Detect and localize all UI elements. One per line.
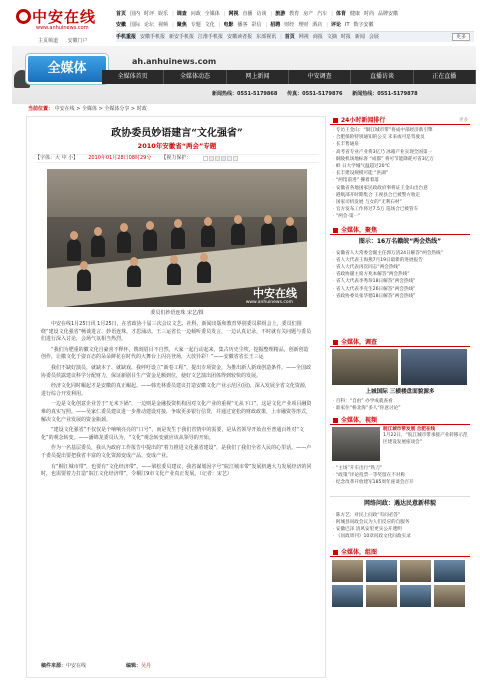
site-logo[interactable] — [16, 8, 116, 34]
section-square-icon — [333, 418, 338, 423]
list-item[interactable]: · 纪念改革开放建军185周年座谈会召开 — [333, 479, 468, 486]
nav-link[interactable]: 酒店 — [312, 22, 323, 29]
nav-link[interactable]: 新安手机报 — [169, 33, 195, 40]
nav-link[interactable]: 房产 — [303, 11, 314, 18]
section-square-icon — [333, 550, 338, 555]
list-item[interactable]: · 安徽巴泽 清风安里更实公开透明 — [333, 526, 468, 533]
gallery-thumbnail[interactable] — [400, 560, 431, 582]
focus-header — [330, 226, 470, 235]
list-item[interactable]: · 合肥保险特别通知的公交 未来或可是驾驶员 — [333, 134, 468, 141]
list-item[interactable]: · 专访王金山：“铜江城市带”将成中部经济新引擎 — [333, 127, 468, 134]
top-link[interactable]: 安徽门户 — [67, 38, 88, 44]
list-item[interactable]: · 省政协委员张华德18日解答“两会热线” — [333, 293, 468, 300]
gallery-title: 全媒体，组图 — [341, 549, 378, 556]
nav-row: 首页 国内 时评 娱乐 | 调查 问政 全媒体 | 网视 直播 访谈 | 旅游 教育 房产 汽车 | 体育 健康 时尚 品牌安徽 — [116, 11, 399, 18]
nav-link[interactable]: 东部视讯 — [256, 33, 277, 40]
list-item[interactable]: · 蚌 日大学城气温超过20℃ — [333, 163, 468, 170]
nav-link[interactable]: 访谈 — [256, 11, 267, 18]
nav-link[interactable]: 招聘 — [270, 22, 281, 29]
gallery-grid — [330, 557, 470, 610]
channel-banner — [12, 46, 476, 104]
nav-link[interactable]: 国内 — [130, 11, 141, 18]
article-paragraph: “我们为肥重的徽文化自豪喜不释怀，镌刻眉目不自然，大家一起行动起来，集古历史尘埃，挖掘整理精品，创新创造创作，让徽文化千姿百态的朵朵鲜花在时代的大舞台上闪亮登场，大放异彩！”——安徽省省长王三运 — [41, 346, 309, 361]
list-item[interactable]: · 国家司机发展 与女的“无利石材” — [333, 199, 468, 206]
list-item[interactable]: · 省人大代表王海燕7月19日最新的进展报告 — [333, 257, 468, 264]
nav-link[interactable]: 调查 — [176, 11, 187, 18]
nav-link[interactable]: 问政 — [190, 11, 201, 18]
video-header — [330, 416, 470, 425]
photo-wall — [47, 169, 307, 217]
survey-title: 全媒体，调查 — [341, 339, 378, 346]
list-item[interactable]: · “政策”评论投票一等奖留在不对称 — [333, 472, 468, 479]
logo-url: www.anhuinews.com — [36, 25, 89, 31]
net-politics-block — [330, 496, 470, 540]
nav-link[interactable]: 体育 — [335, 11, 346, 18]
gallery-thumbnail[interactable] — [434, 560, 465, 582]
article-paragraph: 有“桐江城市带”，也要有“文化经济带”。——梁松委员建议，我省谋划因字号“皖江城市带”发展机遇大力发展经济的同时，也需要着力打造“皖江文化经济带”，令桐江9市文化产业真正发展。（记者：宋艺） — [41, 463, 312, 478]
video-list — [330, 463, 470, 487]
news-ranking-title: 24小时新闻排行 — [341, 117, 386, 124]
nav-link[interactable]: 汽车 — [317, 11, 328, 18]
list-item[interactable]: · 谁家住“桥北海”多人“你意讨论” — [333, 405, 468, 412]
survey-block — [330, 338, 470, 412]
focus-title: 全媒体，聚焦 — [341, 227, 378, 234]
editor-line — [126, 663, 151, 669]
person-figure — [171, 227, 185, 249]
nav-link[interactable]: 品牌安徽 — [378, 11, 399, 18]
person-figure — [117, 231, 131, 253]
gallery-thumbnail[interactable] — [366, 560, 397, 582]
video-title: 全媒体，视频 — [341, 417, 378, 424]
list-item[interactable]: · 省人大代表再次同志“两会热线” — [333, 264, 468, 271]
channel-badge-text: 全媒体 — [47, 61, 87, 76]
list-item[interactable]: · 官方发布工作将过7.5万 巡场合已被管车 — [333, 206, 468, 213]
breadcrumb — [28, 106, 147, 112]
nav-link[interactable]: 健康 — [349, 11, 360, 18]
editor-name: 吴丹 — [141, 663, 152, 669]
more-link[interactable]: 更多 — [459, 118, 468, 123]
photo-caption: 委员们妙语连珠 宋艺/摄 — [150, 310, 204, 316]
nav-link[interactable]: 商报 — [312, 33, 323, 40]
font-size-selector[interactable]: 【字体：大 中 小】 — [35, 155, 79, 162]
article-paragraph: 我们不缺好演员，就缺本子、就缺戏。我呼吁设立“新卷工程”，提出专项资金，为推出新人新戏创造条件。——全国政协委员侯露建议科学分配财力，保证新剧目生产资金足额到位，使好文艺演出团体得到较快的发展。 — [41, 364, 312, 379]
channel-menu — [102, 70, 476, 84]
channel-url: ah.anhuinews.com — [132, 57, 217, 66]
nav-link[interactable]: 财经 — [284, 22, 295, 29]
nav-link[interactable]: 安徽手机报 — [140, 33, 166, 40]
channel-badge[interactable] — [26, 54, 108, 84]
section-square-icon — [333, 340, 338, 345]
nav-link[interactable]: 安徽读者报 — [227, 33, 253, 40]
top-links — [38, 38, 96, 44]
focus-block — [330, 226, 470, 300]
nav-link[interactable]: 专题 — [190, 22, 201, 29]
logo-mark-icon — [16, 9, 31, 24]
channel-menu-item[interactable]: 直播访谈 — [351, 70, 413, 84]
article-paragraph: 一边是文化创意企业苦于“无米下锅”，一边则是金融投资机构因对文化产业的重视“无从下口”，这是文化产业项目融资难的真实写照。——吴家仁委员建议进一步推动建设对接，争取更多银行信贷，并通过宽松的财政政策，上市融资等形式，解决文化产业发展的资金瓶颈。 — [41, 401, 312, 423]
nav-link[interactable]: 会展 — [368, 33, 379, 40]
eye-protect-label: 【视力保护： — [161, 155, 192, 162]
focus-text — [330, 248, 470, 300]
nav-link[interactable]: 理财 — [298, 22, 309, 29]
nav-link[interactable]: 播客 — [237, 22, 248, 29]
nav-link[interactable]: 聚焦 — [176, 22, 187, 29]
list-item[interactable]: · 省人大代表李克生26日解答“两会热线” — [333, 286, 468, 293]
nav-link[interactable]: 网视 — [228, 11, 239, 18]
logo-text: 中安在线 — [32, 8, 97, 26]
nav-link[interactable]: 评论 — [330, 22, 341, 29]
article-paragraph: 经济文化同时崛起才是安徽的真正崛起。——韩光林委员建议打造安徽文化产业示范区(园)，深入发展全省文化资源，进行综合开发利用。 — [41, 383, 310, 397]
list-item[interactable]: · “两馆前进” 操着着落 — [333, 177, 468, 184]
channel-menu-item[interactable]: 全媒体首页 — [102, 70, 164, 84]
nav-link[interactable]: 视频 — [158, 22, 169, 29]
top-link[interactable]: 主页频道 — [38, 38, 59, 44]
focus-headline[interactable]: 图示：16万名赣皖“两会热线” — [358, 238, 442, 245]
nav-link[interactable]: 安徽 — [116, 22, 127, 29]
list-item[interactable]: · “主场”开车出行“铁刀” — [333, 465, 468, 472]
breadcrumb-path[interactable]: 中安在线 > 全媒体 > 全媒体分享 > 时政 — [54, 106, 147, 112]
person-figure — [201, 225, 215, 247]
list-item[interactable]: · 铜陵机场地标客 “成都” 将可节能降耗可省3亿万 — [333, 156, 468, 163]
nav-link[interactable]: 全媒体 — [204, 11, 220, 18]
survey-header — [330, 338, 470, 347]
nav-row: 安徽 国际 论坛 视频 | 聚焦 专题 文化 | 电影 播客 彩信 | 招聘 财经 理财 酒店 | 评论 IT 数字安徽 — [116, 22, 374, 29]
list-item[interactable]: · 省政协副主席方兆本解答“两会热线” — [333, 271, 468, 278]
article-paragraph: 中安在线1月25日讯 1月25日，在省政协十届三次会议文艺、社科、新闻出版和教育界别委员联组会上，委员们围绕“建设文化强省”畅谈进言、妙语连珠，才思涌动。王三运省长一边倾听委员发言，一边认真记录，不时就有关问题与委员们进行深入讨论，会场气氛相当热烈。 — [41, 321, 312, 343]
gallery-thumbnail[interactable] — [366, 585, 397, 607]
gallery-thumbnail[interactable] — [332, 560, 363, 582]
article-panel — [26, 116, 326, 678]
hotline-info — [212, 91, 426, 97]
person-figure — [167, 263, 181, 285]
nav-link[interactable]: 时报 — [340, 33, 351, 40]
nav-link[interactable]: 直播 — [242, 11, 253, 18]
channel-menu-item[interactable]: 网上新闻 — [227, 70, 289, 84]
nav-more-button[interactable]: 更多 — [452, 33, 470, 41]
survey-caption[interactable]: 上城国际 三横楼盘面貌源多 — [365, 389, 435, 395]
list-item[interactable]: · 安徽省各地国家民政政府事将证王金山出台意 — [333, 185, 468, 192]
nav-link[interactable]: 文化 — [204, 22, 215, 29]
list-item[interactable]: · 阿城县问政会议为人们反应的自服务 — [333, 519, 468, 526]
person-figure — [197, 261, 211, 283]
nav-link[interactable]: 手机重报 — [116, 33, 137, 40]
list-item[interactable]: · 省人大代表李秀珍18日解答“两会热线” — [333, 278, 468, 285]
person-figure — [261, 223, 275, 245]
nav-link[interactable]: 时评 — [144, 11, 155, 18]
nav-link[interactable]: 网视 — [298, 33, 309, 40]
hotline-text: 新闻热线：0551-5179878 — [352, 91, 418, 97]
source-label: 稿件来源： — [41, 663, 67, 669]
article-date: 2010年01月28日08时29分 — [88, 155, 152, 162]
nav-link[interactable]: 时尚 — [364, 11, 375, 18]
list-item[interactable]: · 长丰建设规模可能 “洪湖” — [333, 170, 468, 177]
article-title: 政协委员妙语建言“文化强省” — [111, 128, 243, 139]
news-ranking-block — [330, 116, 470, 221]
section-square-icon — [333, 118, 338, 123]
list-item[interactable]: · 陈方艺：对民上问政“有问必答” — [333, 512, 468, 519]
article-meta — [35, 154, 319, 163]
nav-link[interactable]: 国际 — [130, 22, 141, 29]
nav-link[interactable]: 文摘 — [326, 33, 337, 40]
person-figure — [231, 223, 245, 245]
person-figure — [143, 229, 157, 251]
video-feature-title[interactable]: 皖江城市带发展 合肥在线 — [383, 427, 436, 432]
article-body — [41, 321, 313, 482]
survey-list — [330, 396, 470, 412]
gallery-header — [330, 548, 470, 557]
article-paragraph: “建设文化强省”不仅仅是个响响亮亮的“口号”，而是发生于我们省情中的需要，是从省领导开始直至普通百姓对“文化”的观念转变。——潘锦龙委员认为，“文化”观念转变就应该从领导的开始。 — [41, 427, 304, 441]
photo-watermark: 中安在线 — [253, 287, 297, 301]
list-item[interactable]: · 安徽省人大常委会副主任郭万清24日解答“两会热线” — [333, 250, 468, 257]
gallery-thumbnail[interactable] — [434, 585, 465, 607]
swatch[interactable] — [227, 156, 232, 161]
channel-menu-item[interactable]: 中安调查 — [289, 70, 351, 84]
list-item[interactable]: · 长丰售通泉 — [333, 141, 468, 148]
list-item[interactable]: · 高考省专业产业将3亿乃 冰箱产业实现全国第一 — [333, 149, 468, 156]
section-square-icon — [333, 228, 338, 233]
list-item[interactable]: · “两会·第一” — [333, 213, 468, 220]
swatch[interactable] — [203, 156, 208, 161]
swatch[interactable] — [209, 156, 214, 161]
survey-thumbnail[interactable] — [332, 349, 398, 385]
nav-link[interactable]: 电影 — [223, 22, 234, 29]
nav-link[interactable]: 教育 — [289, 11, 300, 18]
hotline-text: 传真：0551-5179876 — [287, 91, 343, 97]
video-feature-text — [383, 427, 468, 461]
nav-link[interactable]: IT — [344, 22, 350, 29]
editor-label: 编辑： — [126, 663, 142, 669]
gallery-block — [330, 548, 470, 610]
background-color-picker — [203, 156, 238, 161]
list-item[interactable]: · 港航部开时期集合 王视县合已被警方收定 — [333, 192, 468, 199]
article-subtitle[interactable]: 2010年安徽省“两会”专题 — [137, 142, 217, 150]
news-ranking-header — [330, 116, 470, 125]
video-feature-desc: 1月22日，“皖江城市带承接产业转移示范区建设发展座谈会” — [383, 433, 468, 445]
nav-link[interactable]: 江淮手机报 — [198, 33, 224, 40]
list-item[interactable]: · 《问政周刊》10章问政文化问政实录 — [333, 533, 468, 540]
video-thumbnail[interactable] — [332, 427, 380, 461]
nav-link[interactable]: 首页 — [116, 11, 127, 18]
net-politics-list — [330, 510, 470, 541]
list-item[interactable]: · 百科：“自由” 办学成就查看 — [333, 398, 468, 405]
nav-link[interactable]: 娱乐 — [158, 11, 169, 18]
channel-menu-item[interactable]: 正在直播 — [414, 70, 476, 84]
person-figure — [91, 235, 105, 257]
source-line — [41, 663, 86, 669]
person-figure — [77, 269, 91, 291]
article-photo[interactable] — [47, 169, 307, 307]
article-paragraph: 作为一名基层委员，我认为政府工作报告中提出的“着力推进文化强省建设”，是我们了我们全省人民的心里话。——卢千委员提出要把我省丰富的文化资源变成产品、变成产业。 — [41, 445, 312, 459]
swatch[interactable] — [221, 156, 226, 161]
survey-thumbnail[interactable] — [401, 349, 467, 385]
news-ranking-list — [330, 125, 470, 221]
site-header — [0, 0, 480, 46]
swatch[interactable] — [215, 156, 220, 161]
nav-link[interactable]: 数字安徽 — [353, 22, 374, 29]
nav-link[interactable]: 首页 — [284, 33, 295, 40]
gallery-thumbnail[interactable] — [400, 585, 431, 607]
source-name[interactable]: 中安在线 — [66, 663, 87, 669]
nav-link[interactable]: 旅游 — [275, 11, 286, 18]
photo-watermark-url: www.anhuinews.com — [245, 300, 293, 306]
sidebar — [330, 116, 470, 678]
video-block — [330, 416, 470, 487]
person-figure — [127, 265, 141, 287]
breadcrumb-label: 当前位置： — [28, 106, 54, 112]
channel-menu-item[interactable]: 全媒体动态 — [164, 70, 226, 84]
hotline-text: 新闻热线：0551-5179868 — [212, 91, 278, 97]
person-figure — [67, 239, 81, 261]
survey-thumbs — [330, 347, 470, 387]
video-feature — [330, 425, 470, 463]
nav-link[interactable]: 彩信 — [251, 22, 262, 29]
net-politics-headline[interactable]: 网络问政：遇达民意新样貌 — [330, 496, 470, 510]
swatch[interactable] — [233, 156, 238, 161]
nav-row-secondary: 手机重报 安徽手机报 新安手机报 江淮手机报 安徽读者报 东部视讯 | 首页 网视 商报 文摘 时报 新闻 会展 更多 — [116, 31, 474, 42]
nav-link[interactable]: 论坛 — [144, 22, 155, 29]
main-navigation — [116, 9, 474, 43]
gallery-thumbnail[interactable] — [332, 585, 363, 607]
article-footer — [41, 663, 313, 669]
nav-link[interactable]: 新闻 — [354, 33, 365, 40]
